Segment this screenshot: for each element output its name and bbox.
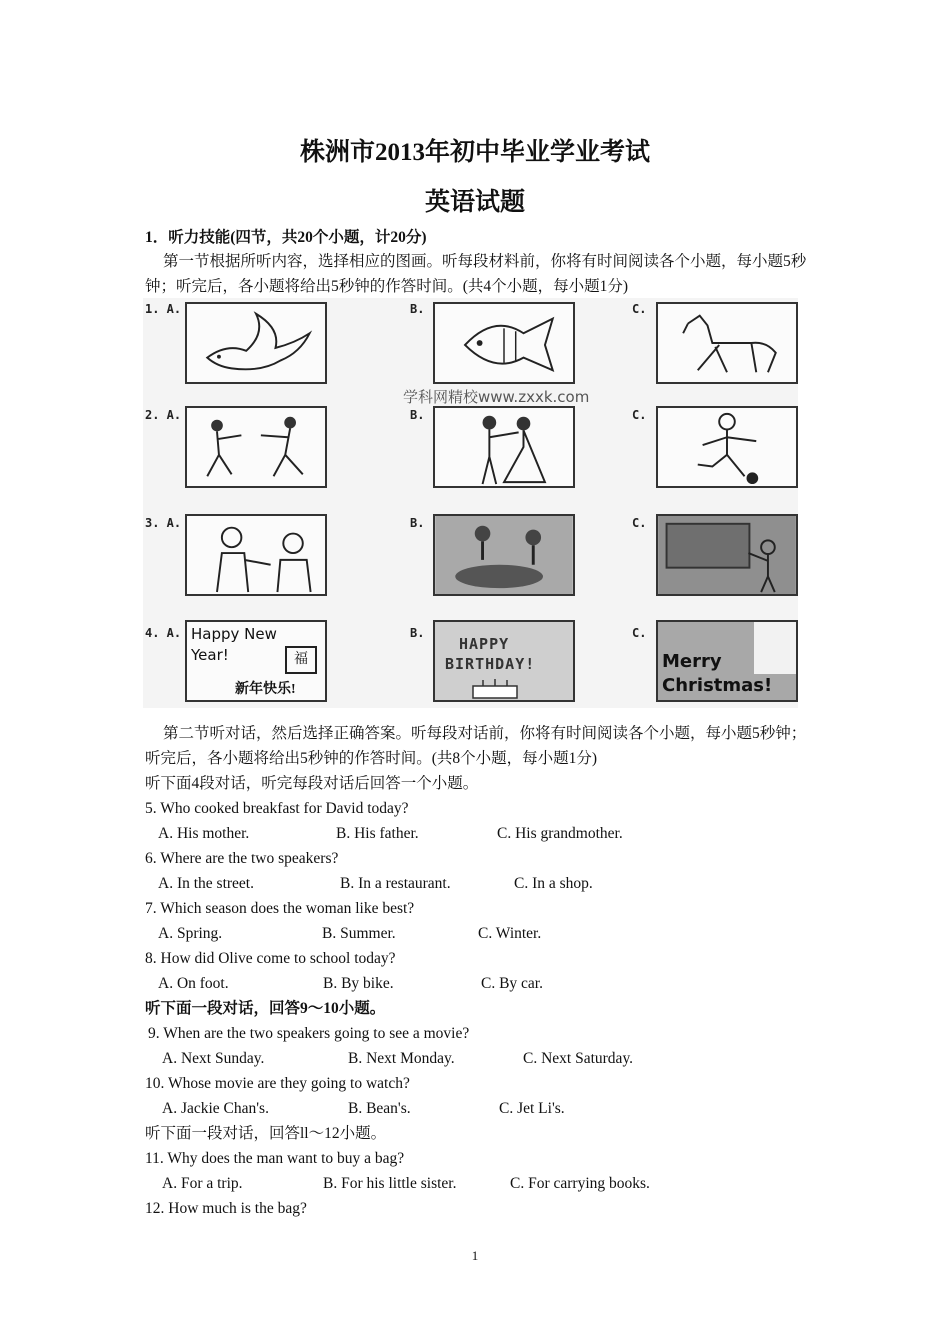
card-a-text: Happy New Year! bbox=[191, 625, 277, 664]
q11-option-c: C. For carrying books. bbox=[510, 1175, 650, 1192]
doctor-patient-icon bbox=[185, 514, 327, 596]
question-10: 10. Whose movie are they going to watch? bbox=[145, 1075, 410, 1092]
question-12: 12. How much is the bag? bbox=[145, 1200, 307, 1217]
q8-option-b: B. By bike. bbox=[323, 975, 394, 992]
q11-option-a: A. For a trip. bbox=[162, 1175, 243, 1192]
bird-icon bbox=[185, 302, 327, 384]
q9-option-b: B. Next Monday. bbox=[348, 1050, 455, 1067]
row2-label-a: 2. A. bbox=[145, 408, 182, 422]
card-a-chinese: 新年快乐! bbox=[235, 682, 296, 697]
q10-option-b: B. Bean's. bbox=[348, 1100, 411, 1117]
football-player-icon bbox=[656, 406, 798, 488]
row2-label-c: C. bbox=[632, 408, 647, 422]
q9-option-a: A. Next Sunday. bbox=[162, 1050, 265, 1067]
page-subtitle: 英语试题 bbox=[424, 189, 525, 216]
q11-option-b: B. For his little sister. bbox=[323, 1175, 457, 1192]
part1-instructions: 第一节根据所听内容，选择相应的图画。听每段材料前，你将有时间阅读各个小题，每小题5秒钟；听完后，各小题将给出5秒钟的作答时间。(共4个小题，每小题1分) bbox=[145, 253, 807, 295]
section-heading: 1．听力技能(四节，共20个小题，计20分) bbox=[145, 229, 427, 246]
question-6: 6. Where are the two speakers? bbox=[145, 850, 339, 867]
card-c-text: Merry Christmas! bbox=[662, 651, 773, 696]
question-5: 5. Who cooked breakfast for David today? bbox=[145, 800, 409, 817]
horse-icon bbox=[656, 302, 798, 384]
group1-intro: 听下面4段对话，听完每段对话后回答一个小题。 bbox=[145, 775, 479, 792]
question-9: 9. When are the two speakers going to see a movie? bbox=[148, 1025, 470, 1042]
q8-option-a: A. On foot. bbox=[158, 975, 229, 992]
part2-instructions: 第二节听对话，然后选择正确答案。听每段对话前，你将有时间阅读各个小题，每小题5秒钟；听完后，各小题将给出5秒钟的作答时间。(共8个小题，每小题1分) bbox=[145, 725, 807, 767]
birthday-card-icon bbox=[433, 620, 575, 702]
fu-stamp: 福 bbox=[285, 646, 317, 674]
watermark: 学科网精校www.zxxk.com bbox=[403, 388, 590, 406]
row2-label-b: B. bbox=[410, 408, 425, 422]
q7-option-b: B. Summer. bbox=[322, 925, 396, 942]
teacher-blackboard-icon bbox=[656, 514, 798, 596]
row4-label-c: C. bbox=[632, 626, 647, 640]
row1-label-a: 1. A. bbox=[145, 302, 182, 316]
page-title: 株洲市2013年初中毕业学业考试 bbox=[299, 139, 650, 166]
q7-option-a: A. Spring. bbox=[158, 925, 223, 942]
q5-option-b: B. His father. bbox=[336, 825, 419, 842]
row3-label-a: 3. A. bbox=[145, 516, 182, 530]
group2-intro: 听下面一段对话，回答9～10小题。 bbox=[145, 1000, 386, 1017]
listening-picture-figure bbox=[143, 298, 798, 708]
question-7: 7. Which season does the woman like best? bbox=[145, 900, 415, 917]
question-8: 8. How did Olive come to school today? bbox=[145, 950, 396, 967]
dancing-couple-icon bbox=[433, 406, 575, 488]
q9-option-c: C. Next Saturday. bbox=[523, 1050, 634, 1067]
relay-race-icon bbox=[185, 406, 327, 488]
page-number: 1 bbox=[471, 1248, 479, 1263]
group3-intro: 听下面一段对话，回答ll～12小题。 bbox=[145, 1125, 387, 1142]
q6-option-c: C. In a shop. bbox=[514, 875, 593, 892]
q7-option-c: C. Winter. bbox=[478, 925, 542, 942]
q10-option-c: C. Jet Li's. bbox=[499, 1100, 565, 1117]
card-b-text: HAPPY BIRTHDAY! bbox=[445, 635, 536, 673]
row3-label-c: C. bbox=[632, 516, 647, 530]
q6-option-a: A. In the street. bbox=[158, 875, 254, 892]
fish-icon bbox=[433, 302, 575, 384]
birthday-party-icon bbox=[433, 514, 575, 596]
row1-label-c: C. bbox=[632, 302, 647, 316]
row1-label-b: B. bbox=[410, 302, 425, 316]
new-year-card-icon bbox=[185, 620, 327, 702]
christmas-card-icon bbox=[656, 620, 798, 702]
q5-option-c: C. His grandmother. bbox=[497, 825, 623, 842]
row3-label-b: B. bbox=[410, 516, 425, 530]
row4-label-b: B. bbox=[410, 626, 425, 640]
q8-option-c: C. By car. bbox=[481, 975, 543, 992]
q5-option-a: A. His mother. bbox=[158, 825, 250, 842]
q6-option-b: B. In a restaurant. bbox=[340, 875, 451, 892]
row4-label-a: 4. A. bbox=[145, 626, 182, 640]
q10-option-a: A. Jackie Chan's. bbox=[162, 1100, 269, 1117]
question-11: 11. Why does the man want to buy a bag? bbox=[145, 1150, 405, 1167]
